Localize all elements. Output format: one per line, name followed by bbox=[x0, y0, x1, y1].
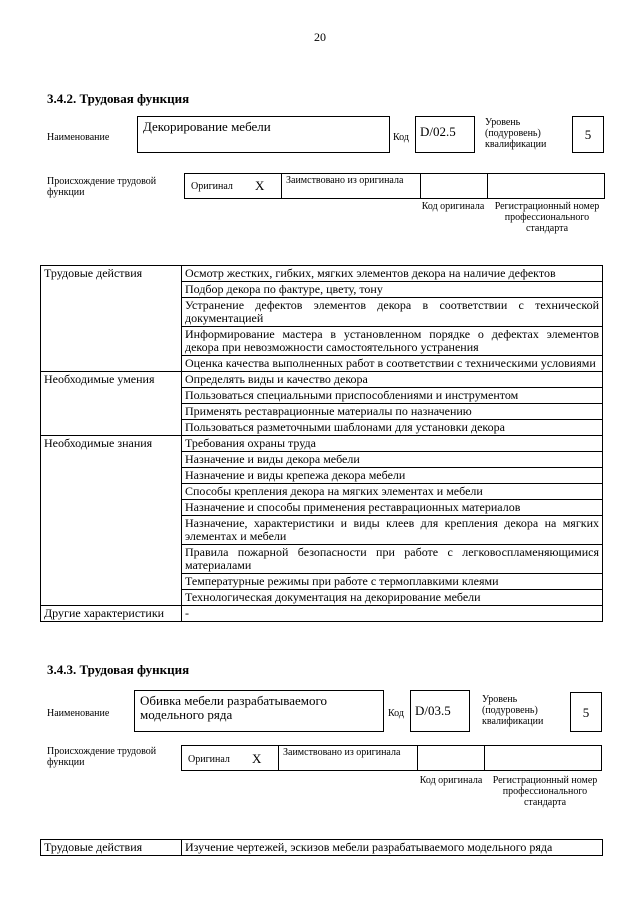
table-row bbox=[41, 436, 603, 452]
code-original-label: Код оригинала bbox=[419, 775, 483, 786]
original-mark: X bbox=[252, 751, 262, 766]
original-label: Оригинал bbox=[188, 754, 230, 765]
category-cell: Трудовые действия bbox=[41, 840, 182, 856]
item-cell: Пользоваться специальными приспособлениями и инструментом bbox=[182, 388, 603, 404]
code-original-label: Код оригинала bbox=[421, 201, 485, 212]
divider bbox=[484, 746, 485, 770]
code-label: Код bbox=[388, 708, 404, 719]
origin-label: Происхождение трудовой функции bbox=[47, 746, 157, 768]
table-row bbox=[41, 840, 603, 856]
divider bbox=[420, 174, 421, 198]
divider bbox=[278, 746, 279, 770]
page-number: 20 bbox=[314, 30, 326, 44]
category-cell: Другие характеристики bbox=[41, 606, 182, 622]
item-cell: Определять виды и качество декора bbox=[182, 372, 603, 388]
labor-function-table bbox=[40, 265, 603, 622]
item-cell: Требования охраны труда bbox=[182, 436, 603, 452]
level-field: 5 bbox=[572, 116, 604, 153]
item-cell: Пользоваться разметочными шаблонами для установки декора bbox=[182, 420, 603, 436]
item-cell: - bbox=[182, 606, 603, 622]
item-cell: Назначение и способы применения реставрационных материалов bbox=[182, 500, 603, 516]
table-row bbox=[41, 372, 603, 388]
item-cell: Устранение дефектов элементов декора в соответствии с технической документацией bbox=[182, 298, 603, 327]
item-cell: Изучение чертежей, эскизов мебели разрабатываемого модельного ряда bbox=[182, 840, 603, 856]
reg-number-label: Регистрационный номер профессионального стандарта bbox=[494, 201, 600, 234]
original-label: Оригинал bbox=[191, 181, 233, 192]
item-cell: Осмотр жестких, гибких, мягких элементов декора на наличие дефектов bbox=[182, 266, 603, 282]
function-name-field: Декорирование мебели bbox=[137, 116, 390, 153]
name-label: Наименование bbox=[47, 132, 110, 143]
category-cell: Необходимые знания bbox=[41, 436, 182, 606]
code-label: Код bbox=[393, 132, 409, 143]
item-cell: Применять реставрационные материалы по назначению bbox=[182, 404, 603, 420]
origin-row bbox=[184, 173, 605, 199]
code-field: D/03.5 bbox=[410, 690, 470, 732]
item-cell: Температурные режимы при работе с термоплавкими клеями bbox=[182, 574, 603, 590]
origin-row bbox=[181, 745, 602, 771]
item-cell: Информирование мастера в установленном порядке о дефектах элементов декора при невозможности самостоятельного устранения bbox=[182, 327, 603, 356]
divider bbox=[281, 174, 282, 198]
item-cell: Назначение и виды крепежа декора мебели bbox=[182, 468, 603, 484]
reg-number-label: Регистрационный номер профессионального стандарта bbox=[492, 775, 598, 808]
original-mark: X bbox=[255, 178, 265, 193]
table-row bbox=[41, 606, 603, 622]
item-cell: Подбор декора по фактуре, цвету, тону bbox=[182, 282, 603, 298]
item-cell: Назначение и виды декора мебели bbox=[182, 452, 603, 468]
borrowed-label: Заимствовано из оригинала bbox=[286, 175, 404, 186]
section-title: 3.4.3. Трудовая функция bbox=[47, 662, 190, 677]
level-field: 5 bbox=[570, 692, 602, 732]
section-title: 3.4.2. Трудовая функция bbox=[47, 91, 190, 106]
item-cell: Оценка качества выполненных работ в соответствии с техническими условиями bbox=[182, 356, 603, 372]
item-cell: Правила пожарной безопасности при работе с легковоспламеняющимися материалами bbox=[182, 545, 603, 574]
level-label: Уровень (подуровень) квалификации bbox=[482, 694, 544, 727]
item-cell: Назначение, характеристики и виды клеев для крепления декора на мягких элементах и мебели bbox=[182, 516, 603, 545]
table-row bbox=[41, 266, 603, 282]
divider bbox=[487, 174, 488, 198]
function-name-field: Обивка мебели разрабатываемого модельного ряда bbox=[134, 690, 384, 732]
code-field: D/02.5 bbox=[415, 116, 475, 153]
item-cell: Способы крепления декора на мягких элементах и мебели bbox=[182, 484, 603, 500]
labor-function-table bbox=[40, 839, 603, 856]
category-cell: Необходимые умения bbox=[41, 372, 182, 436]
level-label: Уровень (подуровень) квалификации bbox=[485, 117, 547, 150]
origin-label: Происхождение трудовой функции bbox=[47, 176, 157, 198]
name-label: Наименование bbox=[47, 708, 110, 719]
divider bbox=[417, 746, 418, 770]
category-cell: Трудовые действия bbox=[41, 266, 182, 372]
item-cell: Технологическая документация на декорирование мебели bbox=[182, 590, 603, 606]
borrowed-label: Заимствовано из оригинала bbox=[283, 747, 401, 758]
